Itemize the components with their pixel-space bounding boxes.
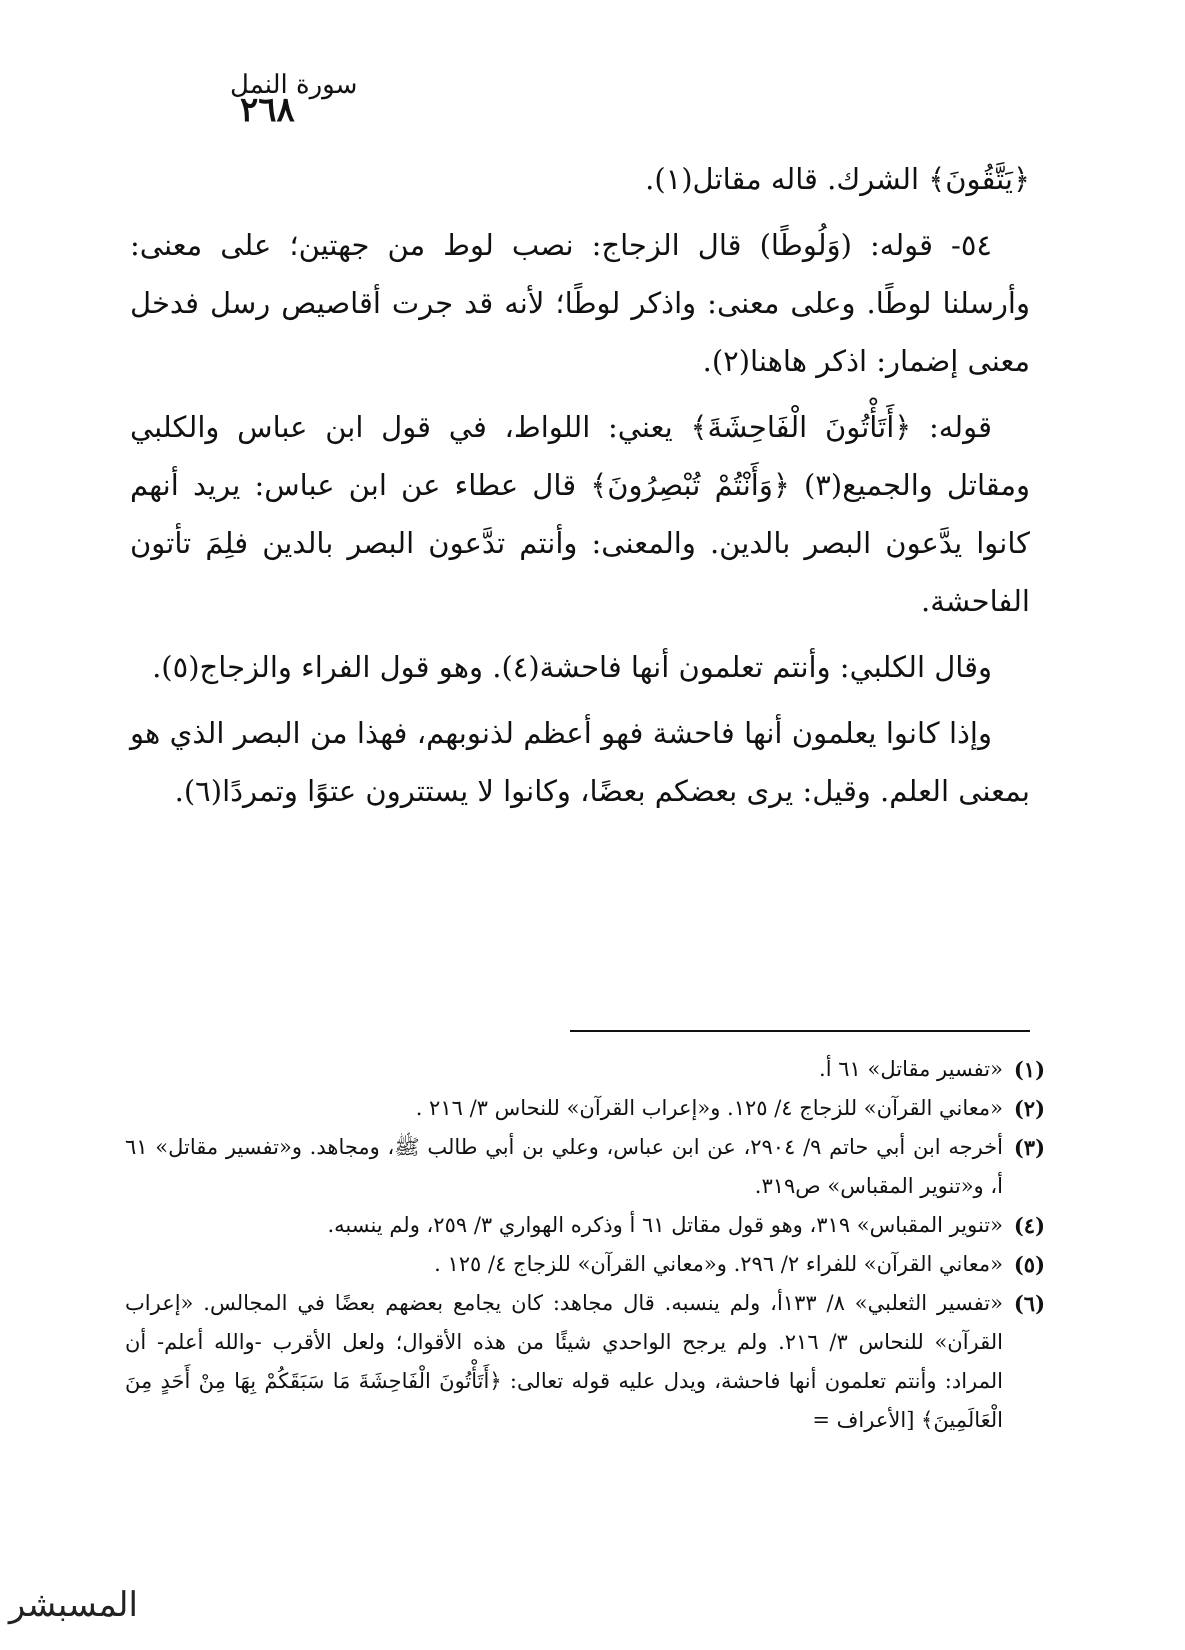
footnote-item bbox=[125, 1284, 1045, 1440]
footnote-item bbox=[125, 1128, 1045, 1206]
page-header bbox=[0, 70, 1185, 130]
footnote-divider bbox=[570, 1030, 1030, 1032]
footnote-text: «تنوير المقباس» ٣١٩، وهو قول مقاتل ٦١ أ وذكره الهواري ٣/ ٢٥٩، ولم ينسبه. bbox=[327, 1213, 1003, 1237]
footnote-item bbox=[125, 1206, 1045, 1245]
footnote-text: أخرجه ابن أبي حاتم ٩/ ٢٩٠٤، عن ابن عباس، وعلي بن أبي طالب ﷺ، ومجاهد. و«تفسير مقاتل» ٦١ أ، و«تنوير المقباس» ص٣١٩. bbox=[125, 1135, 1003, 1198]
footnote-text: «معاني القرآن» للزجاج ٤/ ١٢٥. و«إعراب القرآن» للنحاس ٣/ ٢١٦ . bbox=[415, 1096, 1003, 1120]
footnote-text: «معاني القرآن» للفراء ٢/ ٢٩٦. و«معاني القرآن» للزجاج ٤/ ١٢٥ . bbox=[434, 1252, 1003, 1276]
paragraph-5: وإذا كانوا يعلمون أنها فاحشة فهو أعظم لذنوبهم، فهذا من البصر الذي هو بمعنى العلم. وقيل: يرى بعضكم بعضًا، وكانوا لا يستترون عتوًا وتمردًا(٦). bbox=[130, 716, 1030, 808]
paragraph-1: ﴿يَتَّقُونَ﴾ الشرك. قاله مقاتل(١). bbox=[645, 162, 1030, 196]
main-text bbox=[130, 150, 1030, 828]
footnote-number: (٤) bbox=[1013, 1213, 1045, 1238]
footnote-text: «تفسير الثعلبي» ٨/ ١٣٣أ، ولم ينسبه. قال مجاهد: كان يجامع بعضهم بعضًا في المجالس. «إعراب القرآن» للنحاس ٣/ ٢١٦. ولم يرجح الواحدي شيئًا من هذه الأقوال؛ ولعل الأقرب -والله أعلم- أن المراد: وأنتم تعلمون أنها فاحشة، ويدل عليه قوله تعالى: ﴿أَتَأْتُونَ الْفَاحِشَةَ مَا سَبَقَكُمْ بِهَا مِنْ أَحَدٍ مِنَ الْعَالَمِينَ﴾ [الأعراف = bbox=[125, 1291, 1003, 1432]
page-number: ٢٦٨ bbox=[240, 90, 295, 130]
footnote-number: (٦) bbox=[1013, 1291, 1045, 1316]
footnote-item bbox=[125, 1089, 1045, 1128]
paragraph-4: وقال الكلبي: وأنتم تعلمون أنها فاحشة(٤). وهو قول الفراء والزجاج(٥). bbox=[152, 650, 992, 684]
footnote-number: (٢) bbox=[1013, 1096, 1045, 1121]
running-title: سورة النمل bbox=[230, 70, 358, 100]
footnote-number: (٥) bbox=[1013, 1252, 1045, 1277]
footnote-number: (٣) bbox=[1013, 1135, 1045, 1160]
footnote-item bbox=[125, 1245, 1045, 1284]
footnote-text: «تفسير مقاتل» ٦١ أ. bbox=[819, 1057, 1003, 1081]
footnote-number: (١) bbox=[1013, 1057, 1045, 1082]
watermark-logo: المسبشر bbox=[8, 1585, 138, 1625]
footnotes bbox=[125, 1050, 1045, 1440]
paragraph-3: قوله: ﴿أَتَأْتُونَ الْفَاحِشَةَ﴾ يعني: اللواط، في قول ابن عباس والكلبي ومقاتل والجميع(٣) ﴿وَأَنْتُمْ تُبْصِرُونَ﴾ قال عطاء عن ابن عباس: يريد أنهم كانوا يدَّعون البصر بالدين. والمعنى: وأنتم تدَّعون البصر بالدين فلِمَ تأتون الفاحشة. bbox=[130, 410, 1030, 618]
footnote-item bbox=[125, 1050, 1045, 1089]
paragraph-2: ٥٤- قوله: (وَلُوطًا) قال الزجاج: نصب لوط من جهتين؛ على معنى: وأرسلنا لوطًا. وعلى معنى: واذكر لوطًا؛ لأنه قد جرت أقاصيص رسل فدخل معنى إضمار: اذكر هاهنا(٢). bbox=[130, 228, 1030, 378]
